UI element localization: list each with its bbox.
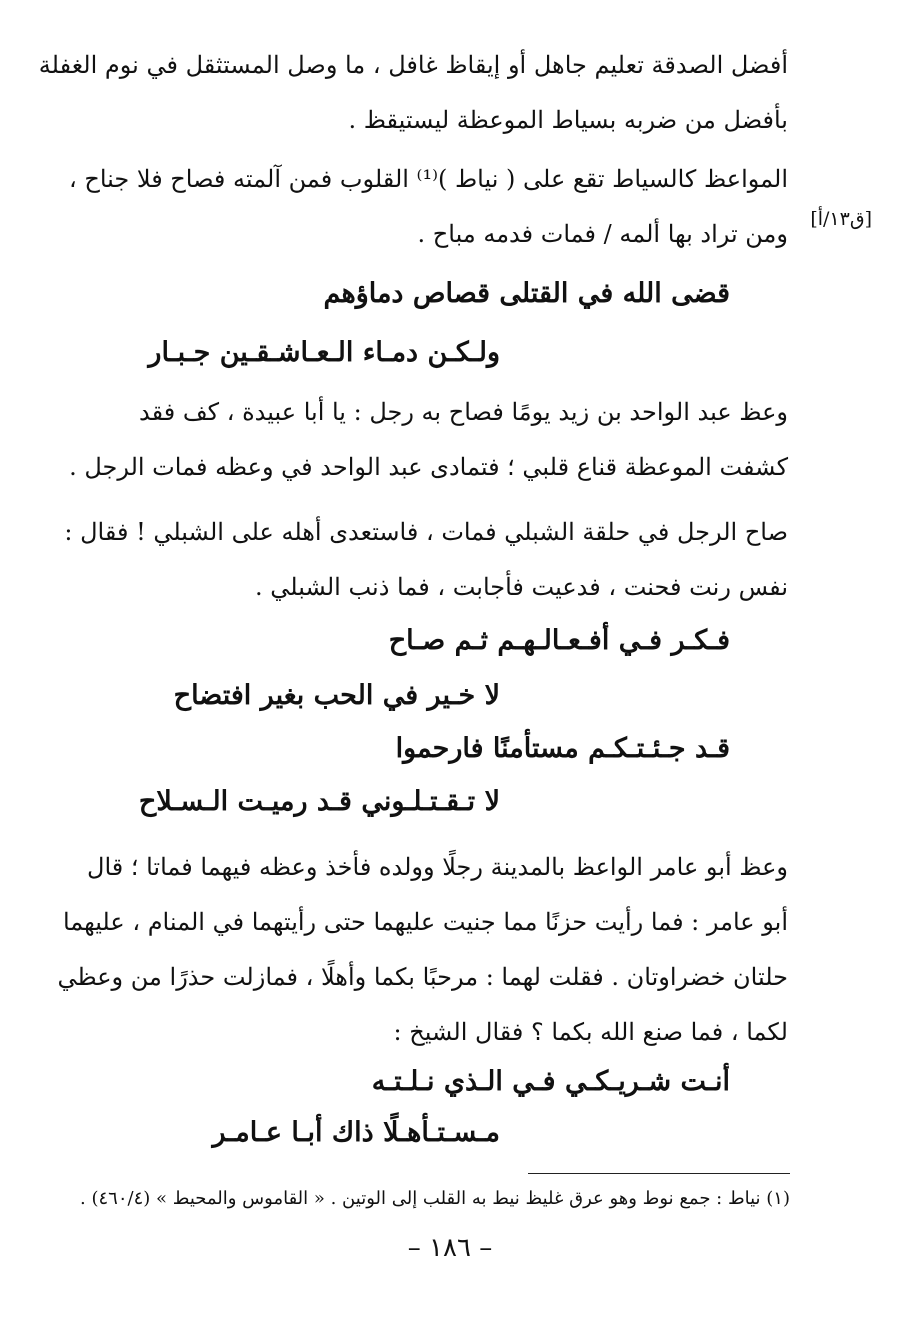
verse-1-hemistich-2: ولـكـن دمـاء الـعـاشـقـين جـبـار xyxy=(148,337,500,368)
verse-2-line-2: لا خـير في الحب بغير افتضاح xyxy=(173,680,500,711)
paragraph-1-line-2: بأفضل من ضربه بسياط الموعظة ليستيقظ . xyxy=(348,106,788,134)
verse-2-line-4: لا تـقـتـلـوني قـد رميـت الـسـلاح xyxy=(138,786,500,817)
paragraph-4-line-1: صاح الرجل في حلقة الشبلي فمات ، فاستعدى أهله على الشبلي ! فقال : xyxy=(64,518,788,546)
paragraph-5 xyxy=(57,840,788,1060)
paragraph-5-line-2: أبو عامر : فما رأيت حزنًا مما جنيت عليهما حتى رأيتهما في المنام ، عليهما xyxy=(62,908,788,936)
footnote-separator xyxy=(528,1173,790,1174)
paragraph-1-line-1: أفضل الصدقة تعليم جاهل أو إيقاظ غافل ، ما وصل المستثقل في نوم الغفلة xyxy=(38,51,788,79)
paragraph-5-line-3: حلتان خضراوتان . فقلت لهما : مرحبًا بكما وأهلًا ، فمازلت حذرًا من وعظي xyxy=(57,963,788,991)
verse-2-line-1: فـكـر فـي أفـعـالـهـم ثـم صـاح xyxy=(388,625,730,656)
verse-3-hemistich-2: مـسـتـأهـلًا ذاك أبـا عـامـر xyxy=(212,1117,500,1148)
verse-2-line-3: قـد جـئـتـكـم مستأمنًا فارحموا xyxy=(395,733,730,764)
paragraph-1 xyxy=(38,38,788,148)
verse-1-hemistich-1: قضى الله في القتلى قصاص دماؤهم xyxy=(323,278,730,309)
verse-3-hemistich-1: أنـت شـريـكـي فـي الـذي نـلـتـه xyxy=(371,1066,730,1097)
footnote-1: (١) نياط : جمع نوط وهو عرق غليظ نيط به القلب إلى الوتين . « القاموس والمحيط » (٤٦٠/٤) . xyxy=(80,1188,790,1209)
paragraph-2 xyxy=(69,152,788,262)
paragraph-3 xyxy=(69,385,788,495)
paragraph-5-line-4: لكما ، فما صنع الله بكما ؟ فقال الشيخ : xyxy=(393,1018,788,1046)
page-number: – ١٨٦ – xyxy=(407,1233,493,1263)
paragraph-2-line-1: المواعظ كالسياط تقع على ( نياط )⁽¹⁾ القلوب فمن آلمته فصاح فلا جناح ، xyxy=(69,165,788,193)
paragraph-4-line-2: نفس رنت فحنت ، فدعيت فأجابت ، فما ذنب الشبلي . xyxy=(255,573,788,601)
paragraph-3-line-1: وعظ عبد الواحد بن زيد يومًا فصاح به رجل : يا أبا عبيدة ، كف فقد xyxy=(138,398,788,426)
paragraph-3-line-2: كشفت الموعظة قناع قلبي ؛ فتمادى عبد الواحد في وعظه فمات الرجل . xyxy=(69,453,788,481)
paragraph-4 xyxy=(64,505,788,615)
manuscript-folio-reference: [ق١٣/أ] xyxy=(810,208,872,230)
paragraph-5-line-1: وعظ أبو عامر الواعظ بالمدينة رجلًا وولده فأخذ وعظه فيهما فماتا ؛ قال xyxy=(87,853,788,881)
paragraph-2-line-2: ومن تراد بها ألمه / فمات فدمه مباح . xyxy=(417,220,788,248)
